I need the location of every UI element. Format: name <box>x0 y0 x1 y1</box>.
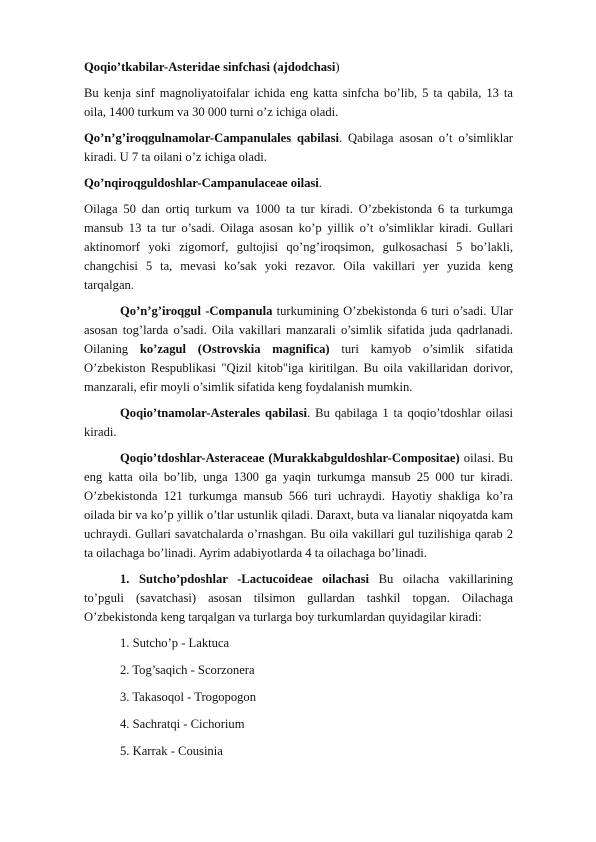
paragraph-companula <box>84 302 513 397</box>
text-segment: turi kamyob o’simlik sifatida O’zbekiston Respublikasi "Qizil kitob"iga kiritilgan. Bu oila vakillaridan dorivor, manzarali, efir moyli o’simlik sifatida keng foydalanish mumkin. <box>84 342 513 394</box>
paragraph-asteridae-description: Bu kenja sinf magnoliyatoifalar ichida eng katta sinfcha bo’lib, 5 ta qabila, 13 ta oila, 1400 turkum va 30 000 turni o’z ichiga oladi. <box>84 86 513 119</box>
heading-bold: Qoqio’tkabilar-Asteridae sinfchasi (ajdodchasi <box>84 60 336 74</box>
paragraph-campanulaceae-description: Oilaga 50 dan ortiq turkum va 1000 ta tur kiradi. O’zbekistonda 6 ta turkumga mansub 13 ta tur o’sadi. Oilaga asosan ko’p yillik o’t o’simliklar kiradi. Gullari aktinomorf yoki zigomorf, gultojisi qo’ng’iroqsimon, gulkosachasi 5 bo’lakli, changchisi 5 ta, mevasi ko’sak yoki rezavor. Oila vakillari yer yuzida keng tarqalgan. <box>84 202 513 292</box>
order-description: . Bu qabilaga 1 ta qoqio’tdoshlar oilasi kiradi. <box>84 406 513 439</box>
paragraph-lactucoideae <box>84 570 513 627</box>
list-item: 3. Takasoqol - Trogopogon <box>120 690 257 704</box>
family-name: Qoqio’tdoshlar-Asteraceae (Murakkabguldoshlar-Compositae) <box>120 451 460 465</box>
heading-bold: Qo’nqiroqguldoshlar-Campanulaceae oilasi <box>84 176 319 190</box>
genus-list <box>84 634 513 761</box>
subfamily-description: Bu oilacha vakillarining to’pguli (savatchasi) asosan tilsimon gullardan tashkil topgan. Oilachaga O’zbekistonda keng tarqalgan va turlarga boy turkumlardan quyidagilar kiradi: <box>84 572 513 624</box>
order-name: Qo’n’g’iroqgulnamolar-Campanulales qabilasi <box>84 131 339 145</box>
list-item: 4. Sachratqi - Cichorium <box>120 717 245 731</box>
genus-name: Qo’n’g’iroqgul -Companula <box>120 304 273 318</box>
list-item: 2. Tog’saqich - Scorzonera <box>120 663 255 677</box>
section-heading-campanulaceae <box>84 174 513 193</box>
family-description: oilasi. Bu eng katta oila bo’lib, unga 1300 ga yaqin turkumga mansub 25 000 tur kiradi. O’zbekistonda 121 turkumga mansub 566 turi uchraydi. Hayotiy shakliga ko’ra oilada bir va ko’p yillik o’tlar ustunlik qiladi. Daraxt, buta va lianalar niqoyatda kam uchraydi. Gullari savatchalarda o’rnashgan. Bu oila vakillari gul tuzilishiga qarab 2 ta oilachaga bo’linadi. Ayrim adabiyotlarda 4 ta oilachaga bo’linadi. <box>84 451 513 560</box>
paragraph-asterales <box>84 404 513 442</box>
text-segment: turkumining O’zbekistonda 6 turi o’sadi. Ular asosan tog’larda o’sadi. Oila vakillari manzarali o’simlik sifatida juda qadrlanadi. Oilaning <box>84 304 513 356</box>
order-name: Qoqio’tnamolar-Asterales qabilasi <box>120 406 308 420</box>
document-page <box>84 58 513 769</box>
list-item: 1. Sutcho’p - Laktuca <box>120 636 230 650</box>
species-name: ko’zagul (Ostrovskia magnifica) <box>139 342 330 356</box>
heading-tail: . <box>318 176 322 190</box>
section-heading-asteridae <box>84 58 513 77</box>
subfamily-name: 1. Sutcho’pdoshlar -Lactucoideae oilachasi <box>120 572 370 586</box>
heading-tail: ) <box>335 60 340 74</box>
paragraph-campanulales <box>84 129 513 167</box>
order-description: . Qabilaga asosan o’t o’simliklar kiradi. U 7 ta oilani o’z ichiga oladi. <box>84 131 514 164</box>
list-item: 5. Karrak - Cousinia <box>120 744 223 758</box>
paragraph-asteraceae <box>84 449 513 563</box>
